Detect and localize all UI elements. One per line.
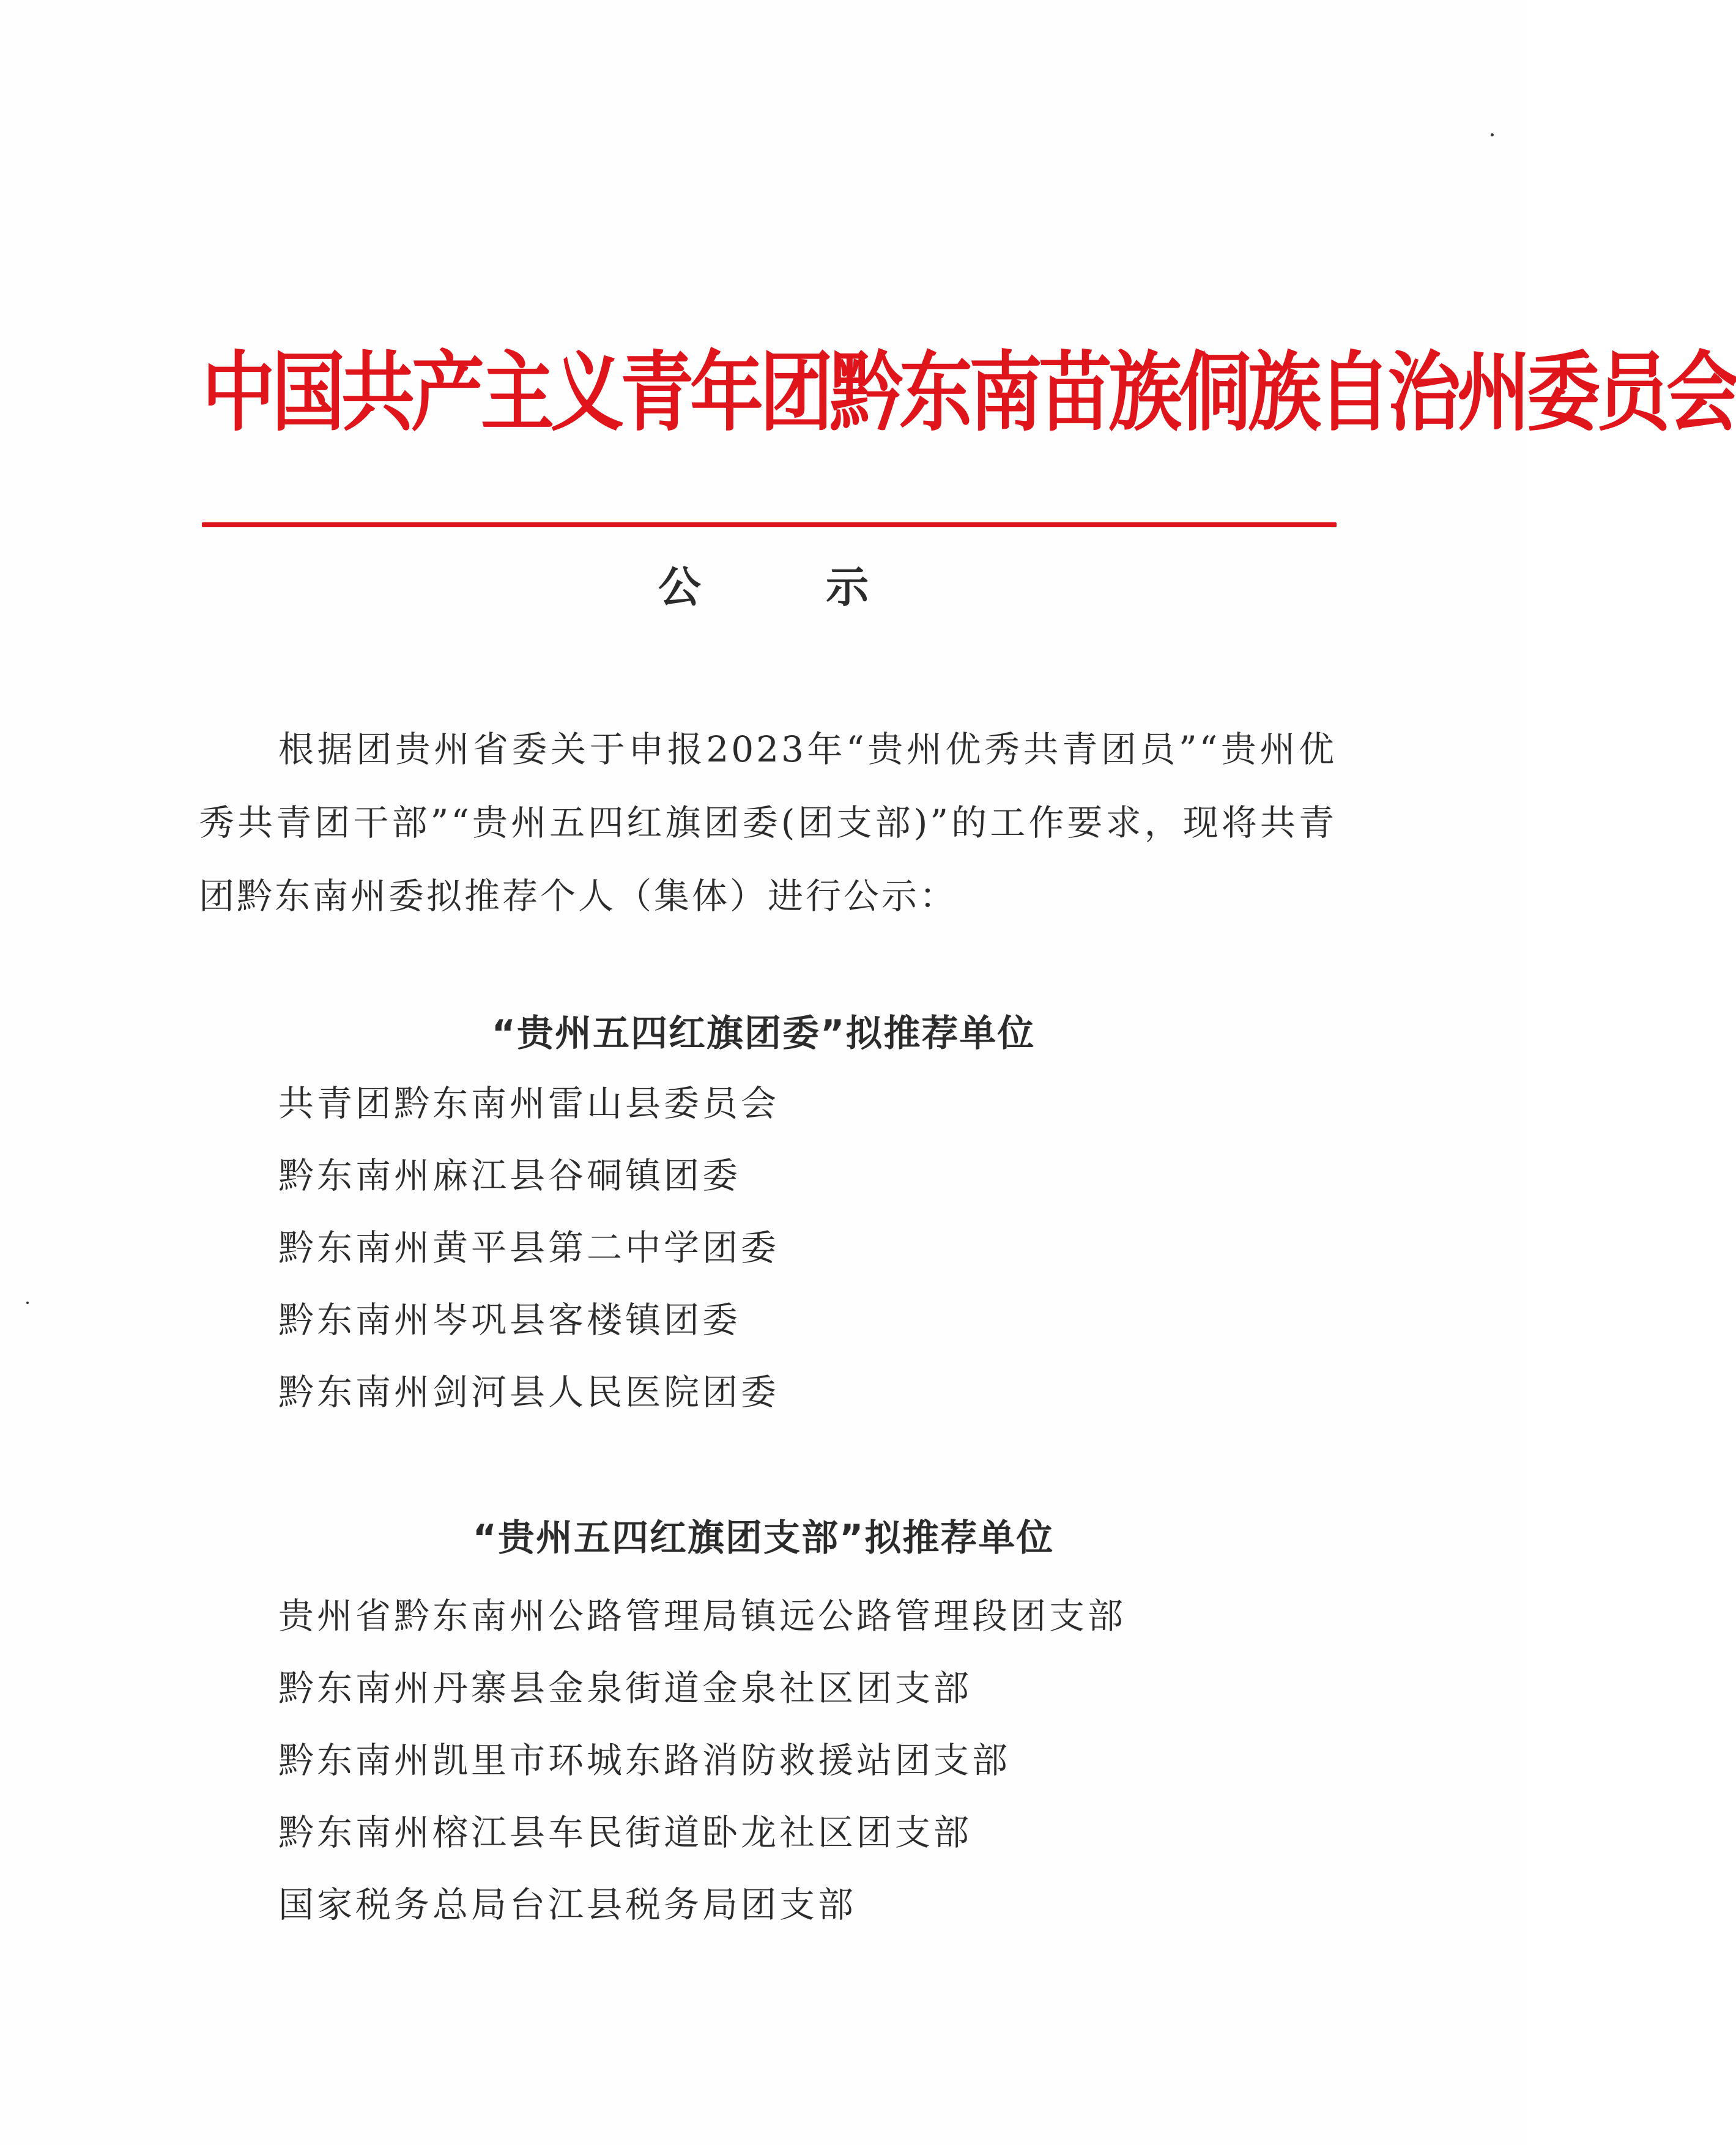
list-item: 黔东南州麻江县谷硐镇团委	[278, 1155, 741, 1196]
section-heading-red-flag-committee: “贵州五四红旗团委”拟推荐单位	[491, 1012, 1036, 1055]
list-item: 黔东南州黄平县第二中学团委	[278, 1227, 780, 1269]
list-item: 贵州省黔东南州公路管理局镇远公路管理段团支部	[278, 1595, 1127, 1637]
list-item: 黔东南州丹寨县金泉街道金泉社区团支部	[278, 1667, 973, 1709]
list-item: 黔东南州岑巩县客楼镇团委	[278, 1299, 741, 1341]
list-item: 黔东南州剑河县人民医院团委	[278, 1371, 780, 1413]
scan-speck	[26, 1302, 29, 1304]
document-title: 公 示	[658, 562, 924, 612]
list-item: 共青团黔东南州雷山县委员会	[278, 1083, 780, 1124]
list-item: 黔东南州凯里市环城东路消防救援站团支部	[278, 1739, 1011, 1781]
scan-speck	[1491, 133, 1494, 136]
list-item: 黔东南州榕江县车民街道卧龙社区团支部	[278, 1812, 973, 1853]
recommended-committee-list	[278, 1067, 779, 1428]
list-item: 国家税务总局台江县税务局团支部	[278, 1884, 857, 1925]
letterhead-red-rule	[202, 522, 1337, 527]
section-heading-red-flag-branch: “贵州五四红旗团支部”拟推荐单位	[472, 1517, 1055, 1560]
letterhead-org-name: 中国共产主义青年团黔东南苗族侗族自治州委员会	[202, 343, 1736, 443]
recommended-branch-list	[278, 1580, 1126, 1941]
intro-paragraph: 根据团贵州省委关于申报2023年“贵州优秀共青团员”“贵州优秀共青团干部”“贵州五四红旗团委(团支部)”的工作要求，现将共青团黔东南州委拟推荐个人（集体）进行公示：	[199, 728, 1337, 917]
